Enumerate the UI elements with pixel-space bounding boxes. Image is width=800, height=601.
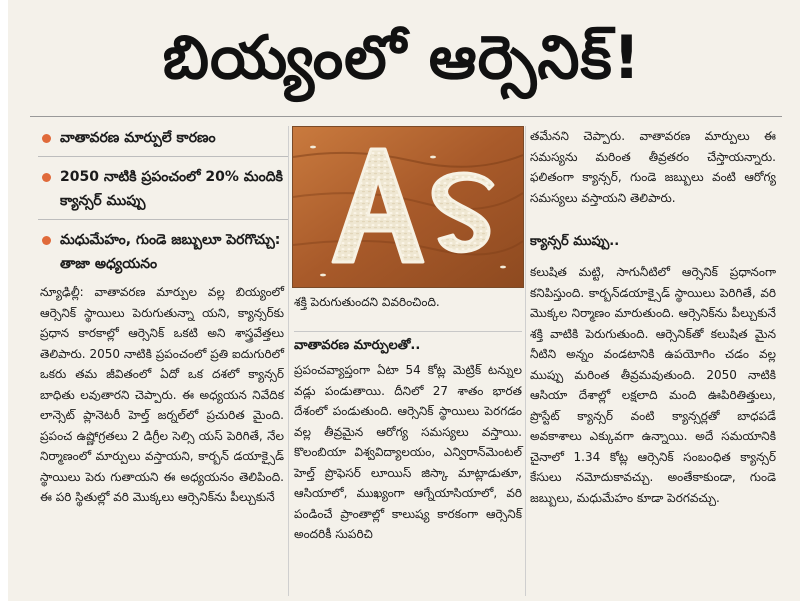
bullet-list [38, 126, 288, 282]
bullet-text: 2050 నాటికి ప్రపంచంలో 20% మందికి క్యాన్సర్ ముప్పు [60, 169, 283, 209]
article-column-middle: ప్రపంచవ్యాప్తంగా ఏటా 54 కోట్ల మెట్రిక్ టన్నుల వడ్లు పండుతాయి. దీనిలో 27 శాతం భారత దేశంలో పండుతుంది. ఆర్సెనిక్ స్థాయిలు పెరగడం వల్ల తీవ్రమైన ఆరోగ్య సమస్యలు వస్తాయి. కొలంబియా విశ్వవిద్యాలయం, ఎన్విరాన్‌మెంటల్ హెల్త్ ప్రొఫెసర్ లూయిస్ జిస్కా మాట్లాడుతూ, ఆసియాలో, ముఖ్యంగా ఆగ్నేయాసియాలో, వరి పండించే ప్రాంతాల్లో కాలుష్య కారకంగా ఆర్సెనిక్ అందరికీ సుపరిచి [294, 363, 522, 541]
bullet-text: మధుమేహం, గుండె జబ్బులూ పెరగొచ్చు: తాజా అధ్యయనం [60, 232, 281, 272]
subhead-climate-change: వాతావరణ మార్పులతో.. [294, 338, 421, 353]
column-divider [525, 126, 526, 596]
bullet-dot-icon [42, 134, 51, 143]
article-column-left: న్యూఢిల్లీ: వాతావరణ మార్పుల వల్ల బియ్యంలో ఆర్సెనిక్ స్థాయిలు పెరుగుతున్నా యని, క్యాన్సర్‌కు ప్రధాన కారకాల్లో ఆర్సెనిక్ ఒకటి అని శాస్త్రవేత్తలు తెలిపారు. 2050 నాటికి ప్రపంచంలో ప్రతి ఐదుగురిలో ఒకరు తమ జీవితంలో ఏదో ఒక దశలో క్యాన్సర్ బాధితు లవుతారని చెప్పారు. ఈ అధ్యయన నివేదిక లాన్సెట్ ప్లానెటరీ హెల్త్ జర్నల్‌లో ప్రచురిత మైంది. ప్రపంచ ఉష్ణోగ్రతలు 2 డిగ్రీల సెల్సి యస్ పెరిగితే, నేల నిర్మాణంలో మార్పులు వస్తాయని, కార్బన్ డయాక్సైడ్ స్థాయిలు పెరు గుతాయని ఈ అధ్యయనం తెలిపింది. ఈ పరి స్థితుల్లో వరి మొక్కలు ఆర్సెనిక్‌ను పీల్చుకునే [40, 285, 284, 504]
bullet-item [38, 165, 288, 213]
bullet-dot-icon [42, 236, 51, 245]
bullet-divider [38, 156, 288, 157]
article-column-right: కలుషిత మట్టి, సాగునీటిలో ఆర్సెనిక్ ప్రధానంగా కనిపిస్తుంది. కార్బన్‌డయాక్సైడ్ స్థాయిలు పెరిగితే, వరి మొక్కల నిర్మాణం మారుతుంది. ఆర్సెనిక్‌ను పీల్చుకునే శక్తి వాటికి పెరుగుతుంది. ఆర్సెనిక్‌తో కలుషిత మైన నీటిని అన్నం వండటానికి ఉపయోగిం చడం వల్ల ముప్పు మరింత తీవ్రమవుతుంది. 2050 నాటికి ఆసియా దేశాల్లో లక్షలాది మంది ఊపిరితిత్తులు, ప్రొస్టేట్ క్యాన్సర్ వంటి క్యాన్సర్లతో బాధపడే అవకాశాలు ఎక్కువగా ఉన్నాయి. అదే సమయానికి చైనాలో 1.34 కోట్ల ఆర్సెనిక్ సంబంధిత క్యాన్సర్ కేసులు నమోదుకావచ్చు. అంతేకాకుండా, గుండె జబ్బులు, మధుమేహం కూడా పెరగవచ్చు. [530, 265, 776, 505]
column-divider [288, 126, 289, 596]
photo-caption-continuation: శక్తి పెరుగుతుందని వివరించింది. [294, 295, 440, 309]
rice-photo [292, 126, 524, 288]
rice-letters-as-icon [293, 127, 523, 287]
bullet-item [38, 228, 288, 276]
page-edge [0, 0, 8, 601]
bullet-divider [38, 219, 288, 220]
bullet-text: వాతావరణ మార్పులే కారణం [60, 130, 216, 146]
article-column-right-top: తమేనని చెప్పారు. వాతావరణ మార్పులు ఈ సమస్యను మరింత తీవ్రతరం చేస్తాయన్నారు. ఫలితంగా క్యాన్సర్, గుండె జబ్బులు వంటి ఆరోగ్య సమస్యలు వస్తాయని తెలిపారు. [530, 129, 776, 205]
subhead-cancer-risk: క్యాన్సర్ ముప్పు.. [530, 234, 620, 249]
bullet-dot-icon [42, 173, 51, 182]
headline-divider [30, 116, 782, 117]
headline: బియ్యంలో ఆర్సెనిక్! [162, 23, 642, 93]
section-divider [294, 331, 522, 332]
bullet-item [38, 126, 288, 150]
